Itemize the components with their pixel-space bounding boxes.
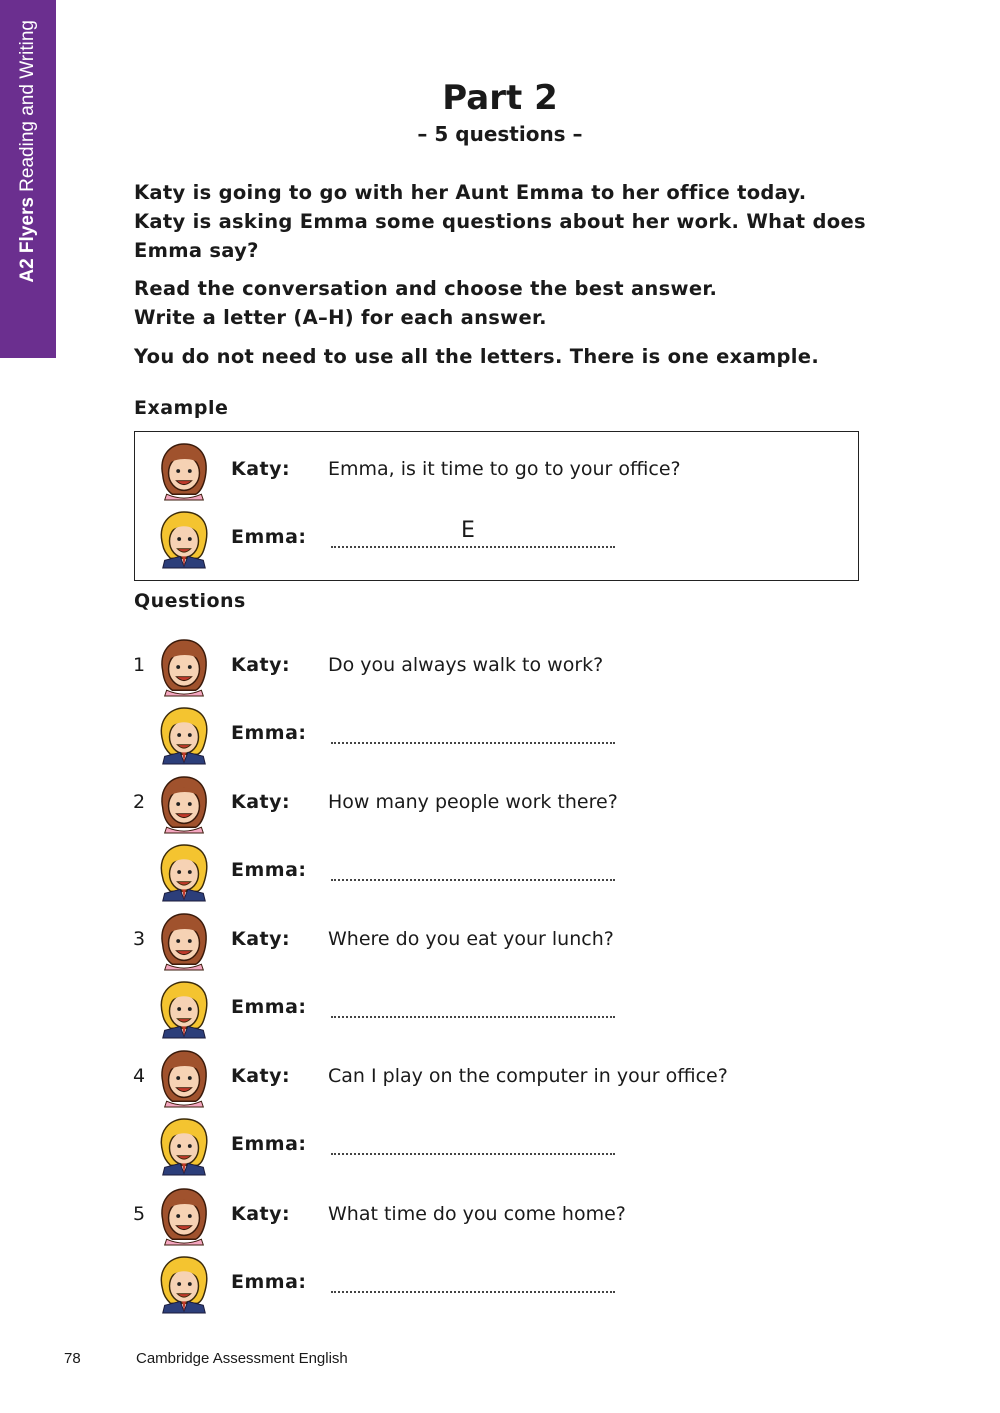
answer-input-1[interactable] — [331, 742, 615, 744]
speaker-emma: Emma: — [231, 1133, 307, 1155]
question-katy-row — [0, 1049, 860, 1109]
speaker-katy: Katy: — [231, 791, 291, 813]
answer-emma-row — [0, 1117, 860, 1177]
emma-face-icon — [155, 1117, 213, 1177]
instructions-text — [134, 274, 894, 332]
katy-face-icon — [155, 775, 213, 835]
intro-text — [134, 178, 894, 265]
example-emma-row — [0, 510, 860, 570]
katy-face-icon — [155, 1187, 213, 1247]
answer-emma-row — [0, 1255, 860, 1315]
katy-face-icon — [155, 638, 213, 698]
emma-face-icon — [155, 706, 213, 766]
note-text: You do not need to use all the letters. There is one example. — [134, 345, 820, 368]
question-number: 2 — [133, 791, 146, 813]
example-label: Example — [134, 397, 229, 419]
speaker-katy: Katy: — [231, 1065, 291, 1087]
katy-face-icon — [155, 1049, 213, 1109]
katy-face-icon — [155, 912, 213, 972]
speaker-katy: Katy: — [231, 1203, 291, 1225]
question-katy-row — [0, 912, 860, 972]
question-number: 4 — [133, 1065, 146, 1087]
question-text: What time do you come home? — [328, 1203, 626, 1225]
answer-line — [331, 518, 615, 548]
answer-input-3[interactable] — [331, 1016, 615, 1018]
intro-line-2: Katy is asking Emma some questions about her work. What does Emma say? — [134, 210, 866, 262]
answer-input-5[interactable] — [331, 1291, 615, 1293]
answer-input-2[interactable] — [331, 879, 615, 881]
speaker-katy: Katy: — [231, 654, 291, 676]
emma-face-icon — [155, 510, 213, 570]
example-question: Emma, is it time to go to your office? — [328, 458, 681, 480]
answer-emma-row — [0, 706, 860, 766]
speaker-emma: Emma: — [231, 996, 307, 1018]
katy-face-icon — [155, 442, 213, 502]
answer-emma-row — [0, 980, 860, 1040]
question-number: 3 — [133, 928, 146, 950]
speaker-emma: Emma: — [231, 722, 307, 744]
question-text: Can I play on the computer in your office? — [328, 1065, 728, 1087]
speaker-katy: Katy: — [231, 928, 291, 950]
question-katy-row — [0, 638, 860, 698]
question-text: Do you always walk to work? — [328, 654, 604, 676]
questions-label: Questions — [134, 590, 246, 612]
example-answer: E — [461, 518, 475, 543]
question-number: 5 — [133, 1203, 146, 1225]
side-tab — [0, 0, 56, 358]
answer-input-4[interactable] — [331, 1153, 615, 1155]
side-tab-label — [16, 20, 40, 320]
question-katy-row — [0, 1187, 860, 1247]
question-number: 1 — [133, 654, 146, 676]
question-katy-row — [0, 775, 860, 835]
speaker-emma: Emma: — [231, 1271, 307, 1293]
speaker-katy: Katy: — [231, 458, 291, 480]
side-tab-level: A2 Flyers — [17, 197, 38, 283]
emma-face-icon — [155, 980, 213, 1040]
example-katy-row — [0, 442, 860, 502]
emma-face-icon — [155, 843, 213, 903]
speaker-emma: Emma: — [231, 526, 307, 548]
page-title: Part 2 — [442, 78, 558, 118]
page-number: 78 — [64, 1350, 81, 1367]
side-tab-paper: Reading and Writing — [17, 20, 38, 192]
intro-line-1: Katy is going to go with her Aunt Emma to her office today. — [134, 181, 807, 204]
question-text: Where do you eat your lunch? — [328, 928, 614, 950]
answer-emma-row — [0, 843, 860, 903]
emma-face-icon — [155, 1255, 213, 1315]
instruction-line-2: Write a letter (A–H) for each answer. — [134, 306, 547, 329]
page-subtitle: – 5 questions – — [417, 122, 583, 146]
instruction-line-1: Read the conversation and choose the best answer. — [134, 277, 718, 300]
question-text: How many people work there? — [328, 791, 618, 813]
speaker-emma: Emma: — [231, 859, 307, 881]
footer-brand: Cambridge Assessment English — [136, 1350, 348, 1367]
